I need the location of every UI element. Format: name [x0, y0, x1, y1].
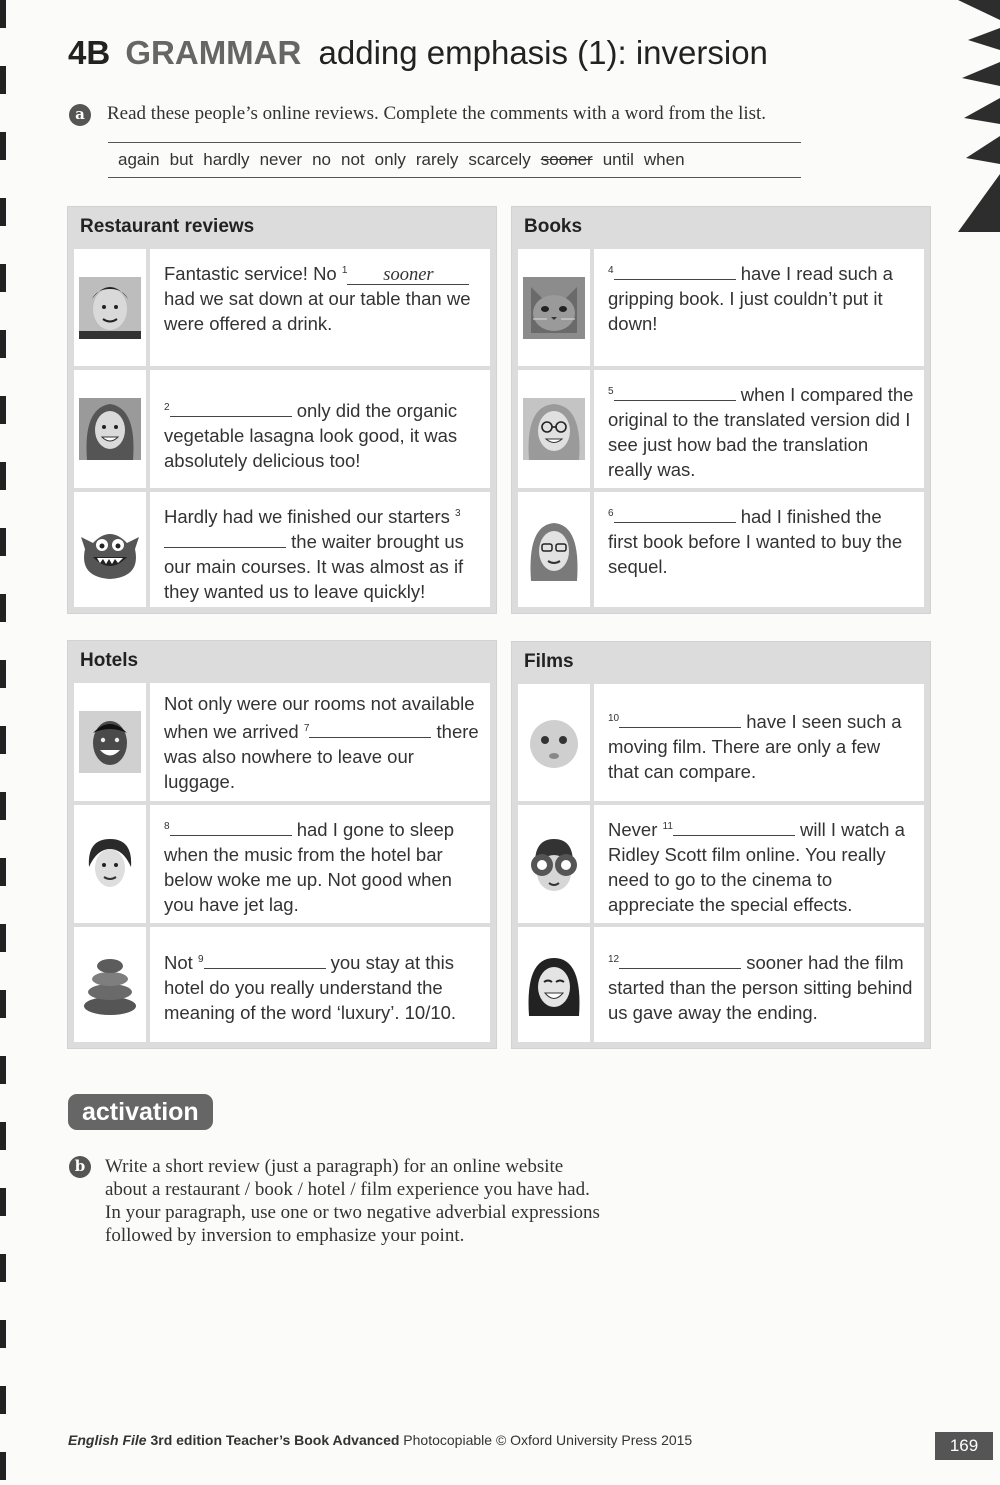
review-text-end: had I finished the first book before I wanted to buy the sequel.	[608, 506, 903, 578]
review-text	[594, 249, 924, 366]
answer-gap[interactable]	[170, 818, 292, 836]
gap-number: 2	[164, 402, 170, 413]
word-item: no	[312, 150, 332, 169]
exercise-b-badge: b	[69, 1156, 91, 1178]
review-text	[594, 805, 924, 923]
monster-avatar-icon	[79, 519, 141, 581]
panel-title: Films	[524, 651, 574, 672]
review-text-end: had we sat down at our table than we were offered a drink.	[164, 288, 471, 335]
exercise-b-instruction	[105, 1155, 600, 1247]
reviewer-photo	[518, 927, 590, 1042]
review-text-start: Not	[164, 952, 198, 974]
book-title: English File	[68, 1432, 147, 1448]
review-text	[150, 249, 490, 366]
review-text	[594, 492, 924, 607]
reviewer-photo	[518, 249, 590, 366]
review-text	[150, 683, 490, 801]
woman-with-glasses-avatar-icon	[523, 398, 585, 460]
reviewer-photo	[518, 805, 590, 923]
word-item: scarcely	[468, 150, 531, 169]
panel-title: Hotels	[80, 650, 139, 671]
review-text-start: Fantastic service! No	[164, 263, 342, 285]
gap-number: 6	[608, 508, 614, 519]
word-item: rarely	[415, 150, 459, 169]
review-row	[518, 805, 924, 923]
review-row	[518, 927, 924, 1042]
review-row	[74, 249, 490, 366]
review-text-start: Hardly had we finished our starters	[164, 506, 455, 528]
answer-gap[interactable]	[614, 505, 736, 523]
panel-title: Books	[524, 216, 583, 237]
review-text	[594, 927, 924, 1042]
review-text-end: the waiter brought us our main courses. It was almost as if they wanted us to leave quickly!	[164, 531, 464, 603]
smiling-man-avatar-icon	[79, 711, 141, 773]
hotels-panel	[68, 641, 496, 1048]
page-title	[68, 34, 768, 72]
instruction-line: followed by inversion to emphasize your point.	[105, 1225, 465, 1246]
instruction-line: about a restaurant / book / hotel / film experience you have had.	[105, 1179, 590, 1200]
review-text	[150, 805, 490, 923]
books-panel	[512, 207, 930, 613]
gap-number: 11	[662, 821, 673, 832]
review-row	[518, 249, 924, 366]
answer-gap[interactable]	[619, 951, 741, 969]
reviewer-photo	[74, 805, 146, 923]
topic-subtitle: adding emphasis (1): inversion	[318, 34, 768, 71]
review-text-start: Not only were our rooms not available when we arrived	[164, 693, 475, 743]
activation-label: activation	[68, 1094, 213, 1130]
girl-with-glasses-avatar-icon	[523, 519, 585, 581]
word-item: hardly	[203, 150, 250, 169]
gap-number: 3	[455, 508, 461, 519]
reviewer-photo	[518, 684, 590, 801]
gap-number: 7	[303, 723, 310, 734]
review-row	[74, 370, 490, 488]
section-name: GRAMMAR	[125, 34, 302, 71]
review-row	[74, 927, 490, 1042]
answer-gap-filled[interactable]: sooner	[347, 266, 469, 285]
word-item-crossed: sooner	[540, 150, 593, 169]
footer-credit	[68, 1432, 692, 1448]
reviewer-photo	[74, 683, 146, 801]
sunburst-decoration	[958, 0, 1000, 232]
gap-number: 5	[608, 386, 614, 397]
page-number: 169	[935, 1432, 993, 1460]
answer-gap[interactable]	[619, 710, 741, 728]
reviewer-photo	[74, 927, 146, 1042]
word-item: until	[602, 150, 634, 169]
review-text	[150, 492, 490, 607]
word-item: but	[169, 150, 194, 169]
answer-gap[interactable]	[164, 530, 286, 548]
young-man-avatar-icon	[79, 277, 141, 339]
gap-number: 4	[608, 265, 614, 276]
word-item: again	[118, 150, 160, 169]
word-list	[108, 142, 801, 178]
gap-number: 9	[197, 954, 204, 965]
word-item: never	[259, 150, 303, 169]
review-text-end: will I watch a Ridley Scott film online. You really need to go to the cinema to appreciate the special effects.	[608, 819, 905, 916]
binder-holes	[0, 0, 6, 1485]
review-text	[150, 927, 490, 1042]
review-text-end: have I read such a gripping book. I just couldn’t put it down!	[608, 263, 893, 335]
reviewer-photo	[74, 492, 146, 607]
review-text	[594, 370, 924, 488]
gap-number: 1	[341, 265, 348, 276]
review-text	[594, 684, 924, 801]
review-text-end: had I gone to sleep when the music from the hotel bar below woke me up. Not good when you have jet lag.	[164, 819, 455, 916]
answer-gap[interactable]	[614, 262, 736, 280]
review-text	[150, 370, 490, 488]
review-text-end: there was also nowhere to leave our luggage.	[164, 721, 479, 793]
answer-gap[interactable]	[673, 818, 795, 836]
review-text-end: have I seen such a moving film. There are only a few that can compare.	[608, 711, 902, 783]
review-row	[518, 370, 924, 488]
reviewer-photo	[74, 249, 146, 366]
restaurant-reviews-panel	[68, 207, 496, 613]
answer-gap[interactable]	[204, 951, 326, 969]
review-row	[74, 805, 490, 923]
smiling-woman-avatar-icon	[79, 398, 141, 460]
reviewer-photo	[518, 492, 590, 607]
exercise-a-badge: a	[69, 104, 91, 126]
stacked-stones-icon	[79, 954, 141, 1016]
exercise-a-instruction: Read these people’s online reviews. Complete the comments with a word from the list.	[107, 103, 767, 124]
copyright-text: Photocopiable © Oxford University Press 2015	[399, 1432, 693, 1448]
answer-gap[interactable]	[170, 399, 292, 417]
films-panel	[512, 642, 930, 1048]
laughing-woman-avatar-icon	[523, 954, 585, 1016]
review-text-end: when I compared the original to the translated version did I see just how bad the translation really was.	[608, 384, 914, 481]
gap-number: 8	[164, 821, 170, 832]
gap-number: 10	[608, 713, 620, 724]
review-row	[74, 492, 490, 607]
word-item: not	[341, 150, 365, 169]
reviewer-photo	[518, 370, 590, 488]
review-text-end: sooner had the film started than the person sitting behind us gave away the ending.	[608, 952, 913, 1024]
reviewer-photo	[74, 370, 146, 488]
instruction-line: In your paragraph, use one or two negative adverbial expressions	[105, 1202, 600, 1223]
review-text-end: you stay at this hotel do you really understand the meaning of the word ‘luxury’. 10/10.	[164, 952, 457, 1024]
answer-gap[interactable]	[309, 720, 431, 738]
review-row	[518, 492, 924, 607]
lesson-code: 4B	[68, 34, 111, 71]
review-row	[518, 684, 924, 801]
word-item: when	[643, 150, 685, 169]
instruction-line: Write a short review (just a paragraph) for an online website	[105, 1156, 564, 1177]
gap-number: 12	[608, 954, 620, 965]
review-row	[74, 683, 490, 801]
review-text-start: Never	[608, 819, 663, 841]
review-text-end: only did the organic vegetable lasagna look good, it was absolutely delicious too!	[164, 400, 458, 472]
edition-text: 3rd edition Teacher’s Book Advanced	[146, 1432, 400, 1448]
short-hair-woman-avatar-icon	[79, 833, 141, 895]
answer-gap[interactable]	[614, 383, 736, 401]
film-reels-eyes-icon	[523, 833, 585, 895]
baby-avatar-icon	[523, 712, 585, 774]
cat-avatar-icon	[523, 277, 585, 339]
word-item: only	[374, 150, 406, 169]
panel-title: Restaurant reviews	[80, 216, 255, 237]
